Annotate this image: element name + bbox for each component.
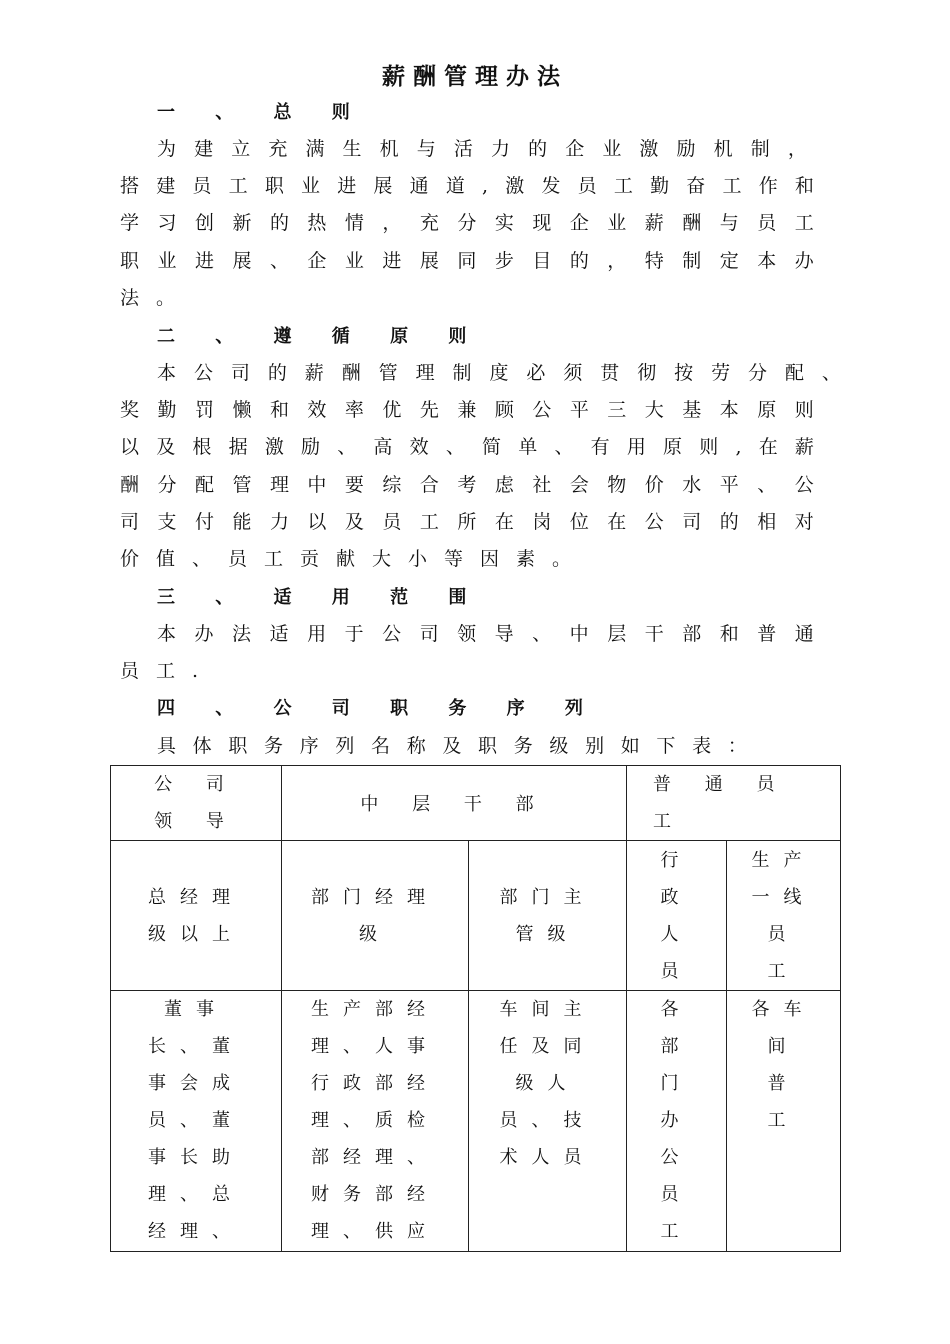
cell-text-line: 董事 — [164, 999, 228, 1020]
cell-text-line: 生产部经 — [311, 999, 439, 1020]
cell-text-line: 级人 — [515, 1073, 580, 1094]
section-4-heading: 四 、 公 司 职 务 序 列 — [157, 698, 600, 719]
cell-text-line: 工 — [653, 811, 686, 832]
paragraph-line: 学 习 创 新 的 热 情 ， 充 分 实 现 企 业 薪 酬 与 员 工 — [120, 212, 814, 234]
cell-text-line: 门 — [660, 1073, 693, 1094]
header-cell-middle: 中 层 干 部 — [282, 766, 627, 841]
cell-text-line: 普 通 员 — [653, 774, 789, 795]
cell-text-line: 公 司 — [154, 774, 238, 795]
cell-text-line: 车间主 — [499, 999, 596, 1020]
level-cell-dept-manager — [282, 841, 469, 991]
cell-text-line: 任及同 — [499, 1036, 596, 1057]
position-sequence-table — [110, 765, 841, 1252]
paragraph-line: 奖 勤 罚 懒 和 效 率 优 先 兼 顾 公 平 三 大 基 本 原 则 — [120, 399, 814, 421]
cell-text-line: 级 — [359, 923, 391, 945]
cell-text-line: 人 — [660, 923, 693, 945]
cell-text-line: 总经理 — [148, 886, 244, 908]
cell-text-line: 员、技 — [499, 1110, 596, 1131]
cell-text-line: 理、总 — [148, 1184, 244, 1205]
level-cell-production — [727, 841, 841, 991]
cell-text-line: 间 — [767, 1036, 800, 1057]
section-3-heading: 三 、 适 用 范 围 — [157, 587, 484, 608]
paragraph-line: 搭 建 员 工 职 业 进 展 通 道 , 激 发 员 工 勤 奋 工 作 和 — [120, 175, 814, 197]
paragraph-line: 司 支 付 能 力 以 及 员 工 所 在 岗 位 在 公 司 的 相 对 — [120, 511, 814, 533]
cell-text-line: 员 — [660, 1184, 693, 1205]
paragraph-line: 职 业 进 展 、 企 业 进 展 同 步 目 的 ， 特 制 定 本 办 — [120, 250, 814, 272]
level-cell-admin — [627, 841, 727, 991]
cell-text-line: 管级 — [515, 923, 580, 945]
cell-text-line: 理、质检 — [311, 1110, 439, 1131]
table-member-row — [111, 991, 841, 1252]
cell-text-line: 部 — [660, 1036, 693, 1057]
section-1-heading: 一 、 总 则 — [157, 102, 367, 123]
cell-text-line: 各 — [660, 999, 693, 1020]
cell-text-line: 政 — [660, 886, 693, 908]
member-cell-dept-head — [469, 991, 627, 1252]
paragraph-line: 本 公 司 的 薪 酬 管 理 制 度 必 须 贯 彻 按 劳 分 配 、 — [157, 362, 841, 384]
cell-text-line: 部经理、 — [311, 1147, 439, 1168]
header-cell-leaders — [111, 766, 282, 841]
cell-text-line: 员、董 — [148, 1110, 244, 1131]
cell-text-line: 领 导 — [154, 811, 238, 832]
cell-text-line: 办 — [660, 1110, 693, 1131]
cell-text-line: 一线 — [751, 886, 816, 908]
member-cell-gm — [111, 991, 282, 1252]
cell-text-line: 经理、 — [148, 1221, 244, 1242]
header-cell-staff — [627, 766, 841, 841]
cell-text-line: 部门经理 — [311, 886, 439, 908]
cell-text-line: 理、人事 — [311, 1036, 439, 1057]
cell-text-line: 行政部经 — [311, 1073, 439, 1094]
cell-text-line: 公 — [660, 1147, 693, 1168]
cell-text-line: 工 — [767, 1110, 800, 1131]
cell-text-line: 财务部经 — [311, 1184, 439, 1205]
table-level-row — [111, 841, 841, 991]
member-cell-admin — [627, 991, 727, 1252]
cell-text-line: 术人员 — [499, 1147, 596, 1168]
cell-text-line: 普 — [767, 1073, 800, 1094]
table-intro-line: 具 体 职 务 序 列 名 称 及 职 务 级 别 如 下 表 ： — [157, 735, 747, 757]
cell-text-line: 工 — [660, 1221, 693, 1242]
cell-text-line: 员 — [767, 923, 800, 945]
section-2-heading: 二 、 遵 循 原 则 — [157, 326, 484, 347]
cell-text-line: 事长助 — [148, 1147, 244, 1168]
cell-text-line: 生产 — [751, 849, 816, 871]
member-cell-dept-manager — [282, 991, 469, 1252]
document-title: 薪酬管理办法 — [382, 64, 568, 90]
cell-text-line: 行 — [660, 849, 693, 871]
paragraph-line: 以 及 根 据 激 励 、 高 效 、 简 单 、 有 用 原 则 , 在 薪 — [120, 436, 814, 458]
paragraph-line: 员工. — [120, 660, 216, 682]
cell-text-line: 事会成 — [148, 1073, 244, 1094]
cell-text-line: 部门主 — [499, 886, 596, 908]
table-header-row — [111, 766, 841, 841]
cell-text-line: 长、董 — [148, 1036, 244, 1057]
cell-text-line: 工 — [767, 960, 800, 982]
member-cell-production — [727, 991, 841, 1252]
paragraph-line: 法。 — [120, 287, 193, 309]
level-cell-dept-head — [469, 841, 627, 991]
cell-text-line: 理、供应 — [311, 1221, 439, 1242]
level-cell-gm — [111, 841, 282, 991]
paragraph-line: 为 建 立 充 满 生 机 与 活 力 的 企 业 激 励 机 制 ， — [157, 138, 807, 160]
cell-text-line: 员 — [660, 960, 693, 982]
paragraph-line: 本 办 法 适 用 于 公 司 领 导 、 中 层 干 部 和 普 通 — [157, 623, 814, 645]
paragraph-line: 价值、员工贡献大小等因素。 — [120, 548, 589, 570]
cell-text-line: 级以上 — [148, 923, 244, 945]
paragraph-line: 酬 分 配 管 理 中 要 综 合 考 虑 社 会 物 价 水 平 、 公 — [120, 474, 814, 496]
cell-text-line: 各车 — [751, 999, 816, 1020]
